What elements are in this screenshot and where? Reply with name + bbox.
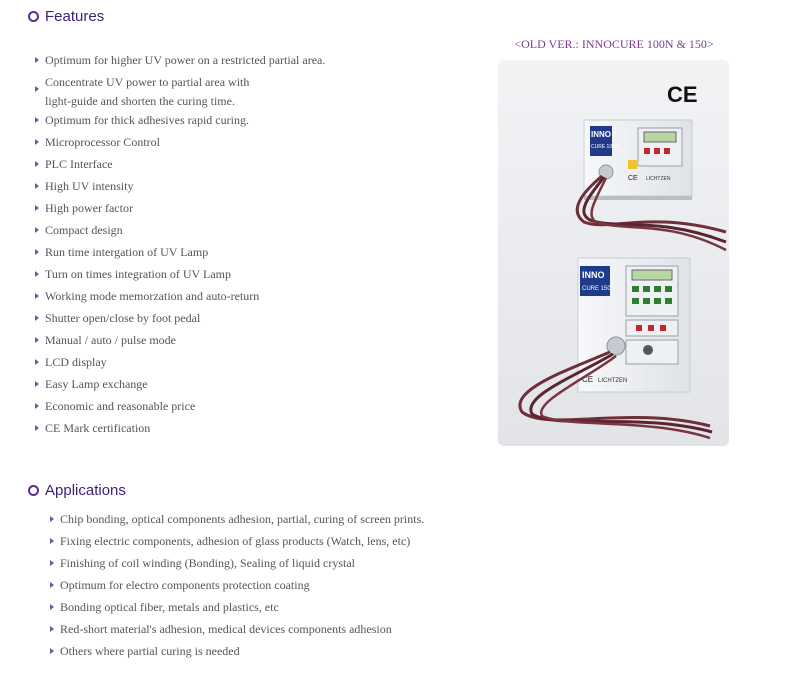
triangle-bullet-icon [50,538,54,544]
applications-item-text: Bonding optical fiber, metals and plastics, etc [60,600,279,614]
features-item [35,311,200,325]
unit1-logo-line2: CURE 100N [591,144,619,150]
unit2-brand: LICHTZEN [598,378,628,384]
features-item [35,289,259,303]
features-item [35,355,107,369]
triangle-bullet-icon [35,227,39,233]
features-item-text: Optimum for thick adhesives rapid curing. [45,113,249,127]
unit1-logo-line1: INNO [591,130,611,139]
circle-bullet-icon [28,11,39,22]
features-item [35,179,133,193]
features-item-text: PLC Interface [45,157,113,171]
features-heading [28,8,104,25]
features-item-text: LCD display [45,355,107,369]
triangle-bullet-icon [35,161,39,167]
features-item [35,157,113,171]
features-item-text: Microprocessor Control [45,135,160,149]
triangle-bullet-icon [35,117,39,123]
applications-item-text: Chip bonding, optical components adhesion, partial, curing of screen prints. [60,512,425,526]
applications-item-text: Red-short material's adhesion, medical devices components adhesion [60,622,392,636]
unit2-logo-line2: CURE 150 [582,286,611,292]
triangle-bullet-icon [35,403,39,409]
features-item [35,223,123,237]
triangle-bullet-icon [50,604,54,610]
ce-mark: CE [667,82,698,107]
unit2-logo-line1: INNO [582,270,605,280]
triangle-bullet-icon [50,560,54,566]
applications-item-text: Others where partial curing is needed [60,644,240,658]
triangle-bullet-icon [35,205,39,211]
features-item-text: Run time intergation of UV Lamp [45,245,209,259]
features-item [35,399,195,413]
features-item-text: Easy Lamp exchange [45,377,148,391]
features-item [35,113,249,127]
applications-item [50,556,355,570]
triangle-bullet-icon [50,648,54,654]
features-item [35,377,148,391]
features-item [35,333,176,347]
triangle-bullet-icon [50,626,54,632]
features-item-text: Concentrate UV power to partial area with light-guide and shorten the curing time. [45,75,250,108]
triangle-bullet-icon [35,293,39,299]
triangle-bullet-icon [35,425,39,431]
applications-heading [28,482,126,499]
features-item [35,53,325,67]
svg-text:CE: CE [628,175,638,182]
applications-item [50,534,410,548]
triangle-bullet-icon [35,183,39,189]
triangle-bullet-icon [35,337,39,343]
product-photo [498,60,729,446]
features-item-text: Optimum for higher UV power on a restricted partial area. [45,53,326,67]
features-item-text: Manual / auto / pulse mode [45,333,176,347]
triangle-bullet-icon [35,359,39,365]
triangle-bullet-icon [35,315,39,321]
applications-item [50,512,424,526]
triangle-bullet-icon [35,271,39,277]
features-item [35,245,208,259]
applications-item [50,622,392,636]
triangle-bullet-icon [50,516,54,522]
circle-bullet-icon [28,485,39,496]
features-item-text: Shutter open/close by foot pedal [45,311,201,325]
features-heading-text: Features [45,8,105,25]
svg-text:CE: CE [582,375,594,384]
features-item [35,267,231,281]
applications-item-text: Optimum for electro components protection coating [60,578,310,592]
features-item-text: Compact design [45,223,123,237]
features-item-text: Turn on times integration of UV Lamp [45,267,231,281]
applications-heading-text: Applications [45,482,126,499]
applications-item-text: Finishing of coil winding (Bonding), Sealing of liquid crystal [60,556,355,570]
triangle-bullet-icon [35,86,39,92]
triangle-bullet-icon [35,139,39,145]
features-item-text: High power factor [45,201,133,215]
old-version-caption: <OLD VER.: INNOCURE 100N & 150> [514,37,714,51]
unit1-brand: LICHTZEN [646,176,671,182]
features-item-text: High UV intensity [45,179,134,193]
features-item [35,421,150,435]
features-item-text: CE Mark certification [45,421,151,435]
applications-item [50,600,279,614]
features-item [35,73,260,111]
features-item [35,135,160,149]
triangle-bullet-icon [35,249,39,255]
features-item [35,201,133,215]
triangle-bullet-icon [50,582,54,588]
features-item-text: Working mode memorzation and auto-return [45,289,260,303]
triangle-bullet-icon [35,57,39,63]
applications-item [50,644,240,658]
features-item-text: Economic and reasonable price [45,399,196,413]
applications-item-text: Fixing electric components, adhesion of glass products (Watch, lens, etc) [60,534,411,548]
applications-item [50,578,310,592]
triangle-bullet-icon [35,381,39,387]
